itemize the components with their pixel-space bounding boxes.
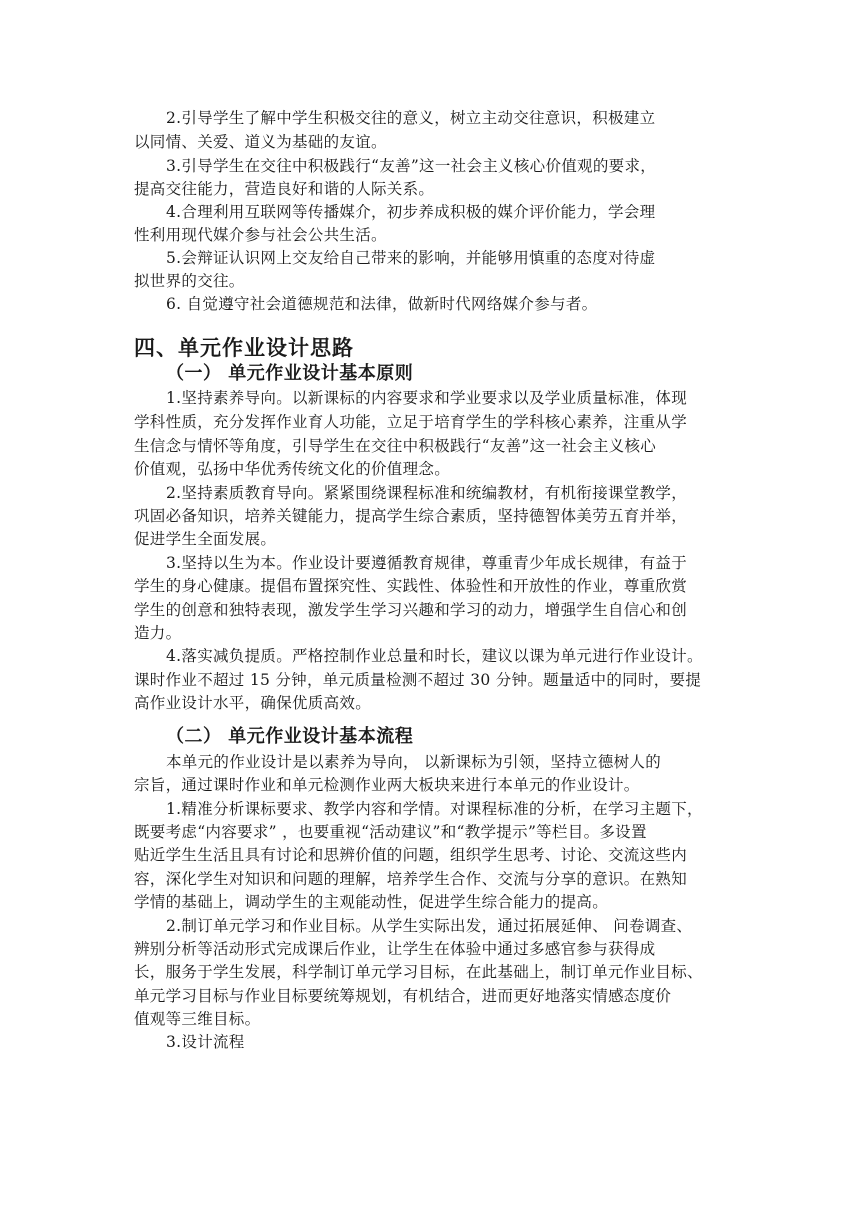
- process-2-line-1: 2.制订单元学习和作业目标。从学生实际出发，通过拓展延伸、 问卷调查、: [166, 917, 693, 935]
- subsection-heading-process: （二） 单元作业设计基本流程: [166, 726, 414, 747]
- process-1-line-2: 既要考虑“内容要求” ，也要重视“活动建议”和“教学提示”等栏目。多设置: [134, 823, 647, 841]
- goal-item-3-line-1: 3.引导学生在交往中积极践行“友善”这一社会主义核心价值观的要求，: [166, 157, 657, 175]
- goal-item-4-line-1: 4.合理利用互联网等传播媒介，初步养成积极的媒介评价能力，学会理: [166, 203, 656, 221]
- goal-item-4-line-2: 性利用现代媒介参与社会公共生活。: [134, 226, 387, 244]
- principle-3-line-4: 造力。: [134, 624, 182, 642]
- principle-1-line-3: 生信念与情怀等角度，引导学生在交往中积极践行“友善”这一社会主义核心: [134, 437, 657, 455]
- principle-1-line-2: 学科性质，充分发挥作业育人功能，立足于培育学生的学科核心素养，注重从学: [134, 413, 688, 431]
- principle-2-line-2: 巩固必备知识，培养关键能力，提高学生综合素质，坚持德智体美劳五育并举，: [134, 507, 688, 525]
- goal-item-3-line-2: 提高交往能力，营造良好和谐的人际关系。: [134, 180, 435, 198]
- principle-1-line-4: 价值观，弘扬中华优秀传统文化的价值理念。: [134, 460, 451, 478]
- goal-item-2-line-1: 2.引导学生了解中学生积极交往的意义，树立主动交往意识，积极建立: [166, 109, 656, 127]
- section-heading: 四、单元作业设计思路: [134, 336, 354, 360]
- process-2-line-2: 辨别分析等活动形式完成课后作业，让学生在体验中通过多感官参与获得成: [134, 940, 656, 958]
- goal-item-5-line-1: 5.会辩证认识网上交友给自己带来的影响，并能够用慎重的态度对待虚: [166, 249, 656, 267]
- process-1-line-4: 容，深化学生对知识和问题的理解，培养学生合作、交流与分享的意识。在熟知: [134, 870, 688, 888]
- process-2-line-3: 长，服务于学生发展，科学制订单元学习目标，在此基础上，制订单元作业目标、: [134, 963, 703, 981]
- process-1-line-3: 贴近学生生活且具有讨论和思辨价值的问题，组织学生思考、讨论、交流这些内: [134, 846, 688, 864]
- process-1-line-1: 1.精准分析课标要求、教学内容和学情。对课程标准的分析，在学习主题下，: [166, 800, 703, 818]
- principle-2-line-3: 促进学生全面发展。: [134, 530, 277, 548]
- principle-4-line-1: 4.落实减负提质。严格控制作业总量和时长，建议以课为单元进行作业设计。: [166, 647, 703, 665]
- goal-item-6-line-1: 6. 自觉遵守社会道德规范和法律，做新时代网络媒介参与者。: [166, 295, 598, 313]
- process-2-line-5: 值观等三维目标。: [134, 1010, 261, 1028]
- principle-1-line-1: 1.坚持素养导向。以新课标的内容要求和学业要求以及学业质量标准，体现: [166, 389, 687, 407]
- process-1-line-5: 学情的基础上，调动学生的主观能动性，促进学生综合能力的提高。: [134, 893, 609, 911]
- principle-2-line-1: 2.坚持素质教育导向。紧紧围绕课程标准和统编教材，有机衔接课堂教学，: [166, 484, 687, 502]
- principle-3-line-1: 3.坚持以生为本。作业设计要遵循教育规律，尊重青少年成长规律，有益于: [166, 554, 687, 572]
- process-3-line-1: 3.设计流程: [166, 1033, 245, 1051]
- principle-3-line-2: 学生的身心健康。提倡布置探究性、实践性、体验性和开放性的作业，尊重欣赏: [134, 577, 688, 595]
- process-intro-line-1: 本单元的作业设计是以素养为导向， 以新课标为引领，坚持立德树人的: [166, 753, 662, 771]
- goal-item-5-line-2: 拟世界的交往。: [134, 272, 245, 290]
- goal-item-2-line-2: 以同情、关爱、道义为基础的友谊。: [134, 133, 387, 151]
- subsection-heading-principles: （一） 单元作业设计基本原则: [166, 363, 414, 384]
- principle-4-line-2: 课时作业不超过 15 分钟，单元质量检测不超过 30 分钟。题量适中的同时，要提: [134, 671, 702, 689]
- process-intro-line-2: 宗旨，通过课时作业和单元检测作业两大板块来进行本单元的作业设计。: [134, 776, 640, 794]
- principle-4-line-3: 高作业设计水平，确保优质高效。: [134, 694, 372, 712]
- principle-3-line-3: 学生的创意和独特表现，激发学生学习兴趣和学习的动力，增强学生自信心和创: [134, 601, 688, 619]
- process-2-line-4: 单元学习目标与作业目标要统筹规划，有机结合，进而更好地落实情感态度价: [134, 987, 672, 1005]
